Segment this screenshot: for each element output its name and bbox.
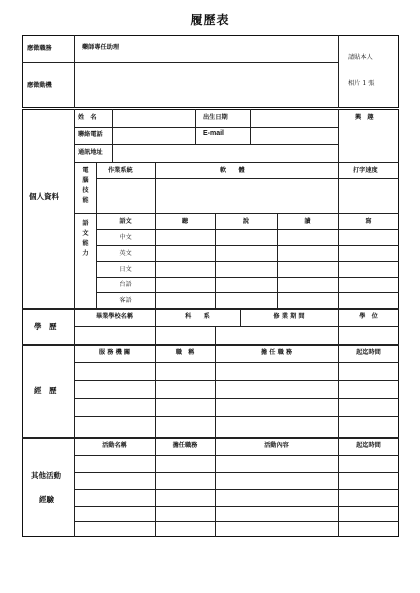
personal-section-label: 個人資料 [29, 192, 59, 201]
activity-period-header: 起迄時間 [356, 442, 381, 449]
job-title-header: 職 稱 [175, 349, 195, 356]
education-section-label: 學 歷 [34, 322, 57, 331]
hobby-label: 興 趣 [355, 114, 374, 121]
form-title: 履歷表 [190, 13, 230, 27]
typing-header: 打字速度 [353, 167, 378, 174]
activity-role-header: 擔任職務 [172, 442, 198, 449]
language-english: 英文 [119, 250, 132, 257]
position-box [22, 35, 399, 108]
position-label: 應徵職務 [27, 45, 52, 52]
language-hakka: 客語 [119, 297, 132, 304]
photo-note-line2: 相片 1 張 [348, 80, 375, 87]
language-chinese: 中文 [119, 234, 132, 241]
department-header: 科 系 [185, 313, 210, 320]
language-taiwanese: 台語 [119, 281, 132, 288]
experience-section-label: 經 歷 [34, 386, 57, 395]
phone-label: 聯絡電話 [78, 131, 103, 138]
activities-section-label-1: 其他活動 [31, 471, 61, 480]
position-value[interactable]: 藥師專任助理 [82, 44, 120, 51]
email-label: E-mail [203, 130, 225, 137]
computer-skill-label: 電腦技能 [82, 167, 89, 204]
language-skill-label: 語文能力 [82, 220, 89, 257]
address-label: 通訊地址 [78, 149, 103, 156]
motive-label: 應徵動機 [27, 82, 52, 89]
photo-note-line1: 請貼本人 [348, 54, 373, 61]
study-period-header: 修 業 期 間 [273, 313, 305, 320]
experience-period-header: 起迄時間 [356, 349, 381, 356]
degree-header: 學 位 [359, 313, 378, 320]
os-header: 作業系統 [108, 167, 133, 174]
school-header: 畢業學校名稱 [95, 313, 134, 320]
name-label: 姓 名 [78, 114, 97, 121]
listen-header: 聽 [181, 218, 189, 225]
speak-header: 說 [242, 218, 250, 225]
activity-name-header: 活動名稱 [102, 442, 127, 449]
organization-header: 服 務 機 關 [98, 349, 131, 356]
activity-content-header: 活動內容 [264, 442, 289, 449]
birth-label: 出生日期 [203, 114, 228, 121]
language-header: 語文 [119, 218, 132, 225]
write-header: 寫 [365, 218, 372, 225]
activities-section-label-2: 經驗 [39, 495, 54, 504]
read-header: 讀 [304, 218, 311, 225]
duty-header: 擔 任 職 務 [260, 349, 293, 356]
language-japanese: 日文 [119, 266, 132, 273]
software-header: 軟 體 [220, 167, 245, 174]
